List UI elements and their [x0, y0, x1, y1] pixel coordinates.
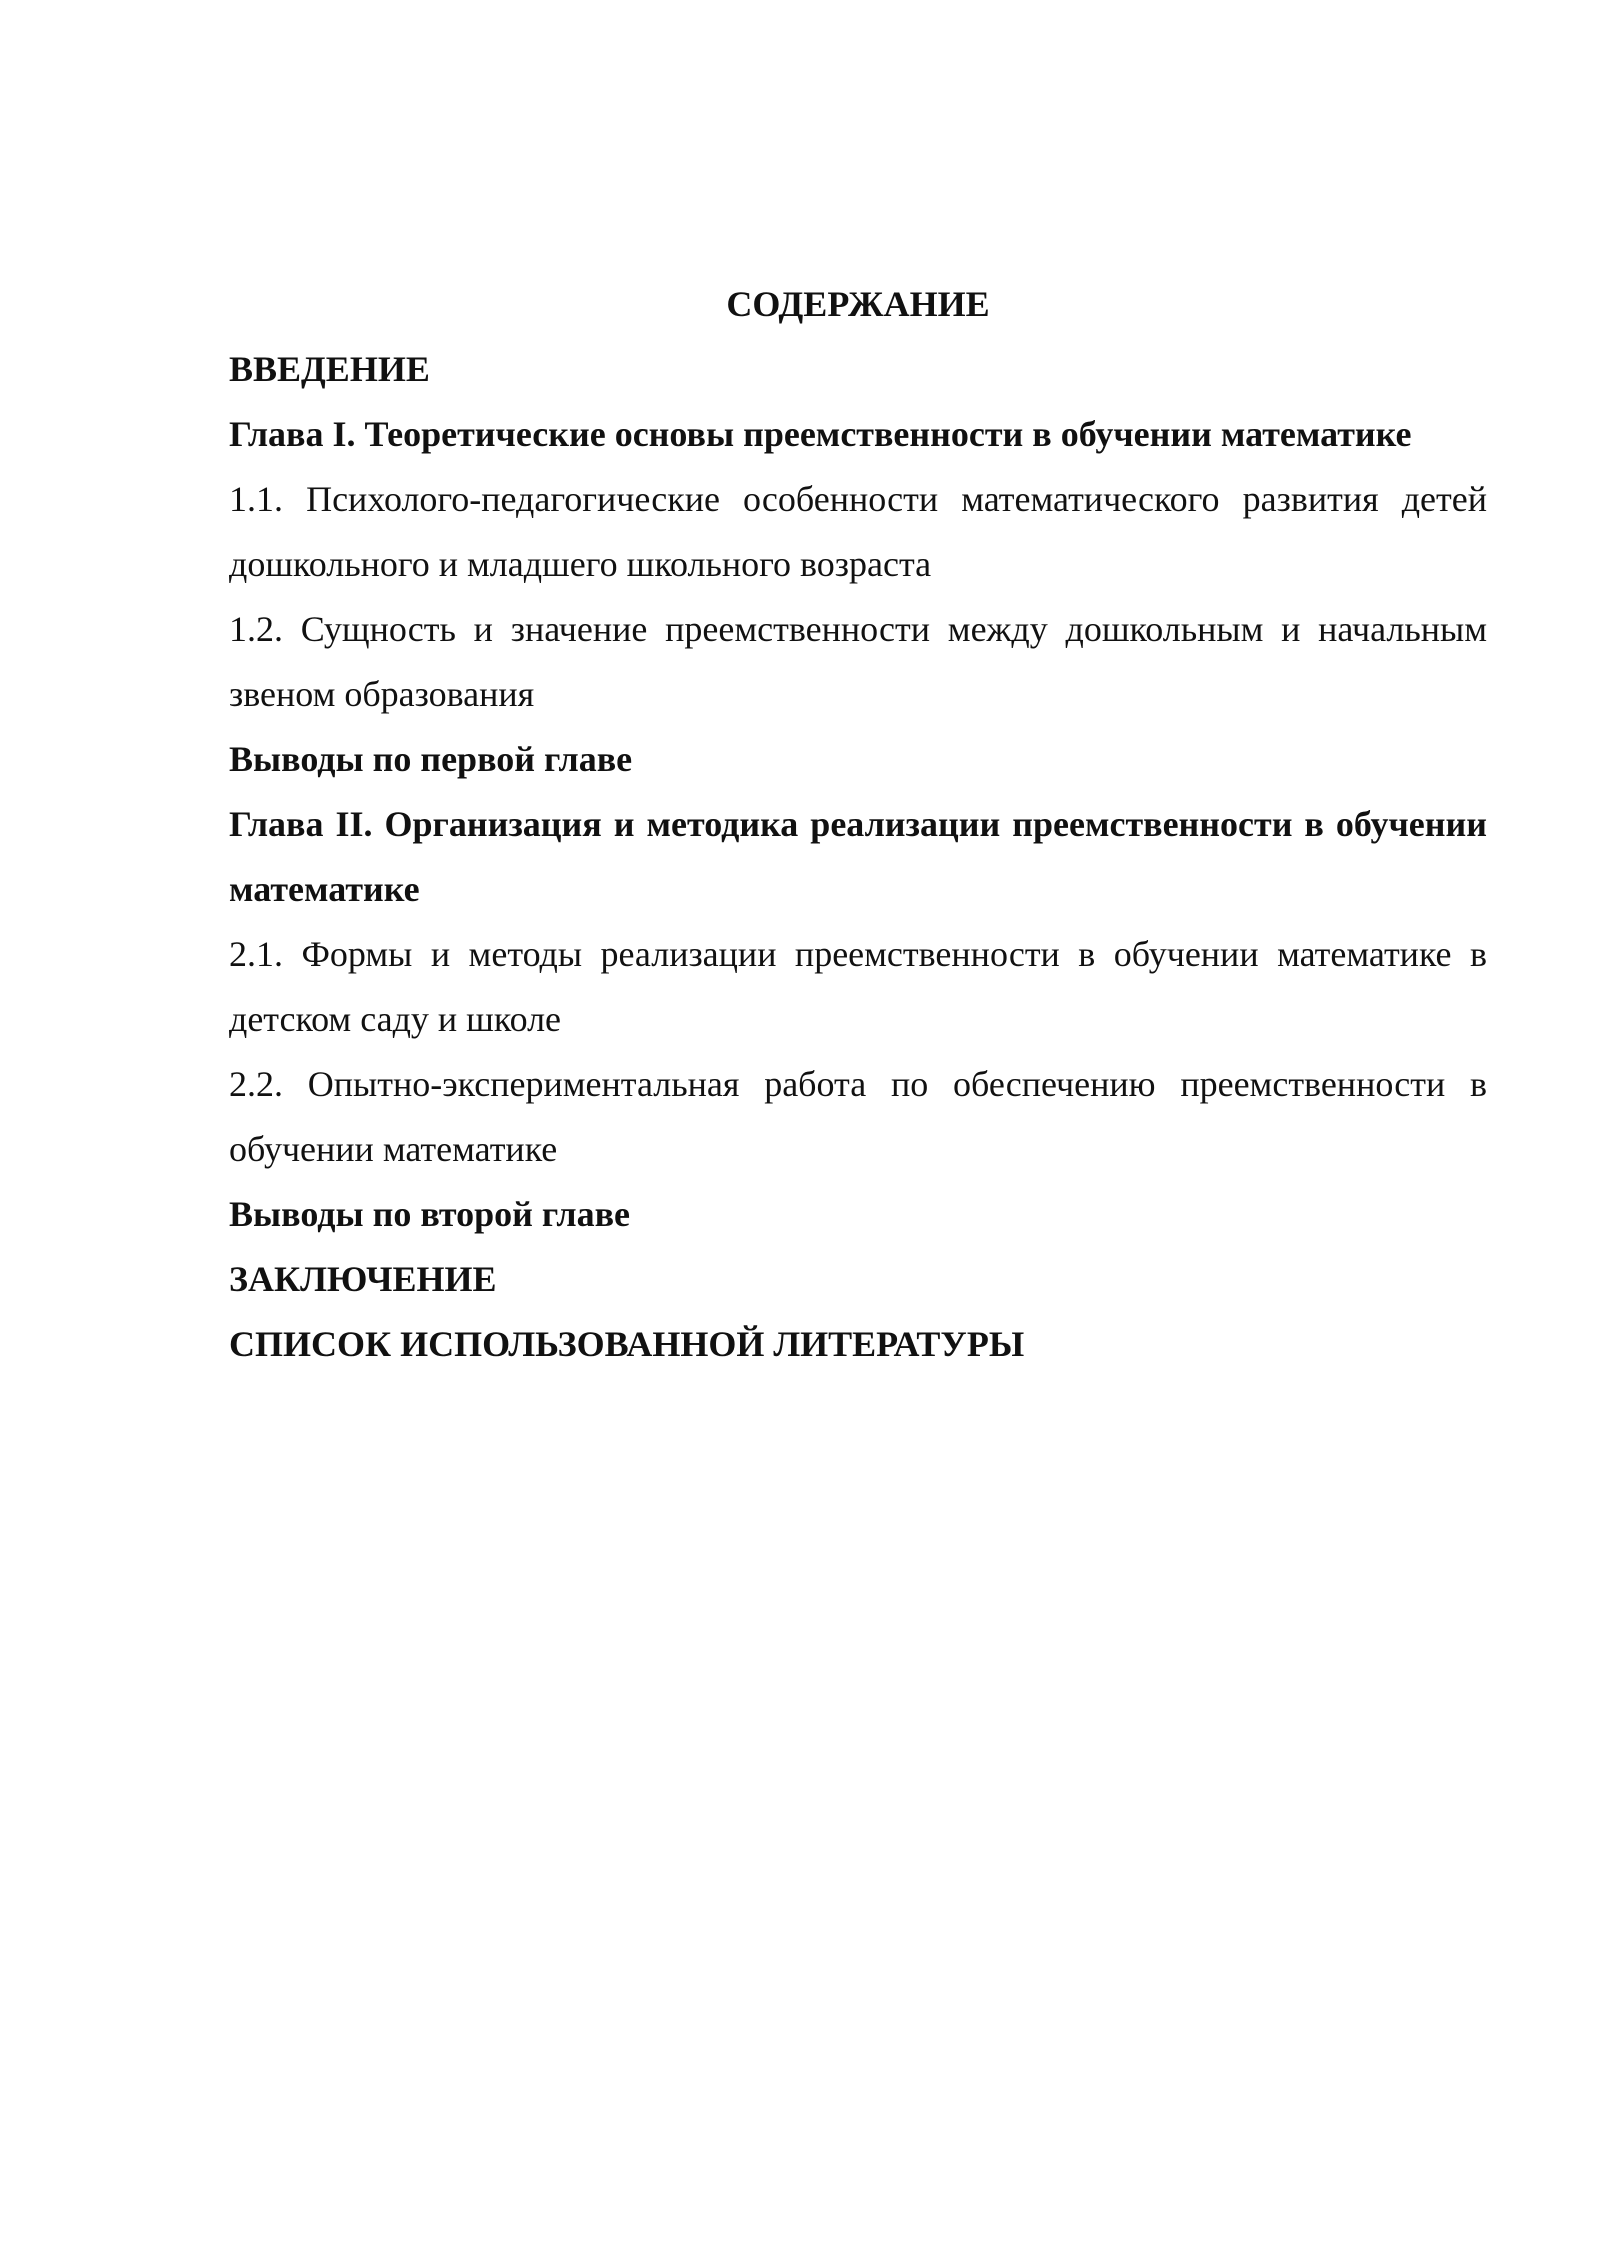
toc-entry-chapter-2-conclusions: Выводы по второй главе	[229, 1194, 630, 1234]
toc-entry-section-1-2: 1.2. Сущность и значение преемственности между дошкольным и начальным звеном образования	[229, 609, 1487, 714]
toc-entry-chapter-1: Глава I. Теоретические основы преемственности в обучении математике	[229, 414, 1412, 454]
toc-entry-section-1-1: 1.1. Психолого-педагогические особенности математического развития детей дошкольного и младшего школьного возраста	[229, 479, 1487, 584]
toc-entry-section-2-1: 2.1. Формы и методы реализации преемственности в обучении математике в детском саду и школе	[229, 934, 1487, 1039]
toc-title: СОДЕРЖАНИЕ	[726, 284, 990, 324]
table-of-contents	[229, 272, 1487, 1377]
toc-entry-conclusion: ЗАКЛЮЧЕНИЕ	[229, 1259, 497, 1299]
toc-entry-chapter-2: Глава II. Организация и методика реализации преемственности в обучении математике	[229, 804, 1487, 909]
toc-entry-chapter-1-conclusions: Выводы по первой главе	[229, 739, 633, 779]
toc-entry-introduction: ВВЕДЕНИЕ	[229, 349, 430, 389]
toc-entry-references: СПИСОК ИСПОЛЬЗОВАННОЙ ЛИТЕРАТУРЫ	[229, 1324, 1025, 1364]
toc-entry-section-2-2: 2.2. Опытно-экспериментальная работа по обеспечению преемственности в обучении математике	[229, 1064, 1487, 1169]
